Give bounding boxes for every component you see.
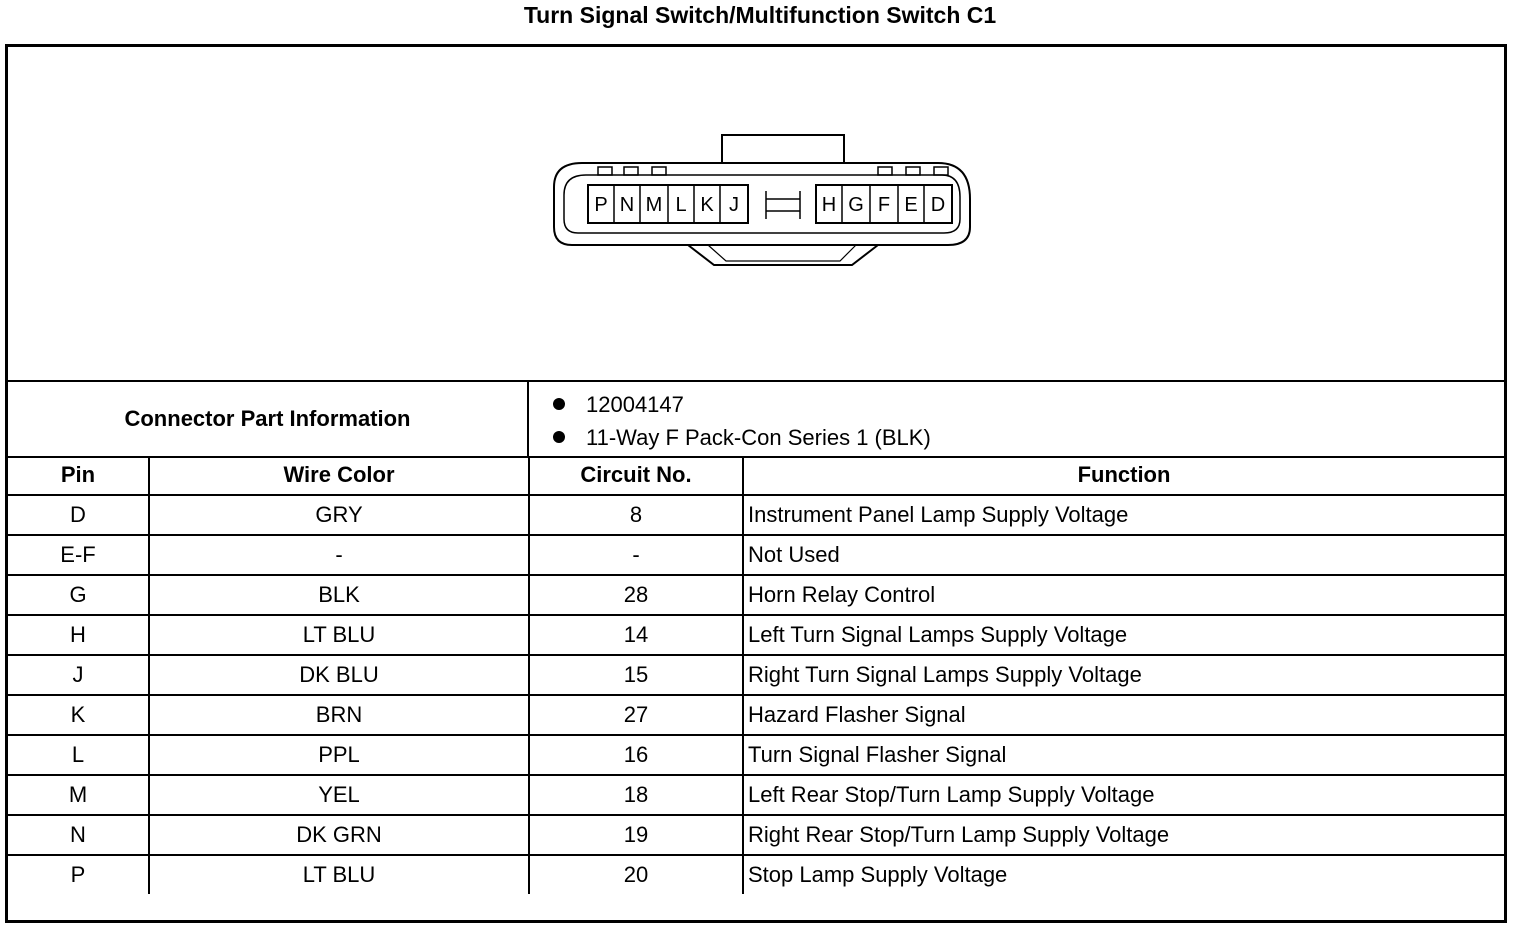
cell-pin: M <box>8 775 149 815</box>
part-number: 12004147 <box>586 392 684 417</box>
cell-wire-color: LT BLU <box>149 855 529 894</box>
table-header-row <box>8 456 1504 495</box>
cell-function: Right Turn Signal Lamps Supply Voltage <box>743 655 1504 695</box>
cell-wire-color: PPL <box>149 735 529 775</box>
part-info-item <box>529 421 931 454</box>
cell-pin: J <box>8 655 149 695</box>
cell-pin: L <box>8 735 149 775</box>
table-row <box>8 535 1504 575</box>
cell-pin: K <box>8 695 149 735</box>
cell-circuit: 28 <box>529 575 743 615</box>
table-row <box>8 775 1504 815</box>
pin-label-l: L <box>675 194 687 216</box>
part-description: 11-Way F Pack-Con Series 1 (BLK) <box>586 425 931 450</box>
cell-wire-color: DK GRN <box>149 815 529 855</box>
cell-circuit: - <box>529 535 743 575</box>
cell-wire-color: DK BLU <box>149 655 529 695</box>
pin-label-k: K <box>700 194 714 216</box>
pin-label-h: H <box>821 194 837 216</box>
cell-circuit: 27 <box>529 695 743 735</box>
cell-circuit: 20 <box>529 855 743 894</box>
pin-label-j: J <box>729 194 739 216</box>
cell-pin: E-F <box>8 535 149 575</box>
table-row <box>8 495 1504 535</box>
cell-function: Instrument Panel Lamp Supply Voltage <box>743 495 1504 535</box>
cell-wire-color: GRY <box>149 495 529 535</box>
cell-pin: G <box>8 575 149 615</box>
cell-pin: N <box>8 815 149 855</box>
cell-circuit: 15 <box>529 655 743 695</box>
cell-function: Horn Relay Control <box>743 575 1504 615</box>
cell-circuit: 19 <box>529 815 743 855</box>
cell-pin: D <box>8 495 149 535</box>
table-row <box>8 615 1504 655</box>
table-row <box>8 575 1504 615</box>
pin-label-d: D <box>930 194 946 216</box>
connector-part-info <box>8 382 1504 458</box>
pin-label-m: M <box>645 194 663 216</box>
cell-function: Right Rear Stop/Turn Lamp Supply Voltage <box>743 815 1504 855</box>
pin-label-e: E <box>904 194 918 216</box>
part-info-label: Connector Part Information <box>8 382 529 456</box>
table-row <box>8 815 1504 855</box>
header-wire-color: Wire Color <box>149 456 529 495</box>
cell-wire-color: - <box>149 535 529 575</box>
header-circuit-no: Circuit No. <box>529 456 743 495</box>
table-row <box>8 735 1504 775</box>
part-info-item <box>529 388 931 421</box>
cell-function: Not Used <box>743 535 1504 575</box>
cell-wire-color: BLK <box>149 575 529 615</box>
table-row <box>8 695 1504 735</box>
cell-circuit: 16 <box>529 735 743 775</box>
cell-circuit: 14 <box>529 615 743 655</box>
cell-pin: H <box>8 615 149 655</box>
header-pin: Pin <box>8 456 149 495</box>
pin-label-n: N <box>619 194 635 216</box>
cell-wire-color: YEL <box>149 775 529 815</box>
bullet-icon <box>553 431 565 443</box>
cell-pin: P <box>8 855 149 894</box>
pin-label-g: G <box>848 194 864 216</box>
page-title: Turn Signal Switch/Multifunction Switch C1 <box>523 2 997 28</box>
part-info-list <box>529 388 931 454</box>
pin-label-f: F <box>877 194 891 216</box>
table-row <box>8 655 1504 695</box>
connector-diagram-area <box>8 47 1504 382</box>
cell-function: Left Rear Stop/Turn Lamp Supply Voltage <box>743 775 1504 815</box>
connector-face-diagram <box>544 127 976 267</box>
header-function: Function <box>743 456 1504 495</box>
cell-wire-color: LT BLU <box>149 615 529 655</box>
table-row <box>8 855 1504 894</box>
cell-wire-color: BRN <box>149 695 529 735</box>
cell-function: Left Turn Signal Lamps Supply Voltage <box>743 615 1504 655</box>
bullet-icon <box>553 398 565 410</box>
cell-circuit: 8 <box>529 495 743 535</box>
cell-function: Hazard Flasher Signal <box>743 695 1504 735</box>
cell-circuit: 18 <box>529 775 743 815</box>
cell-function: Turn Signal Flasher Signal <box>743 735 1504 775</box>
cell-function: Stop Lamp Supply Voltage <box>743 855 1504 894</box>
connector-document <box>5 44 1507 923</box>
pinout-table <box>8 456 1504 894</box>
pin-label-p: P <box>594 194 608 216</box>
